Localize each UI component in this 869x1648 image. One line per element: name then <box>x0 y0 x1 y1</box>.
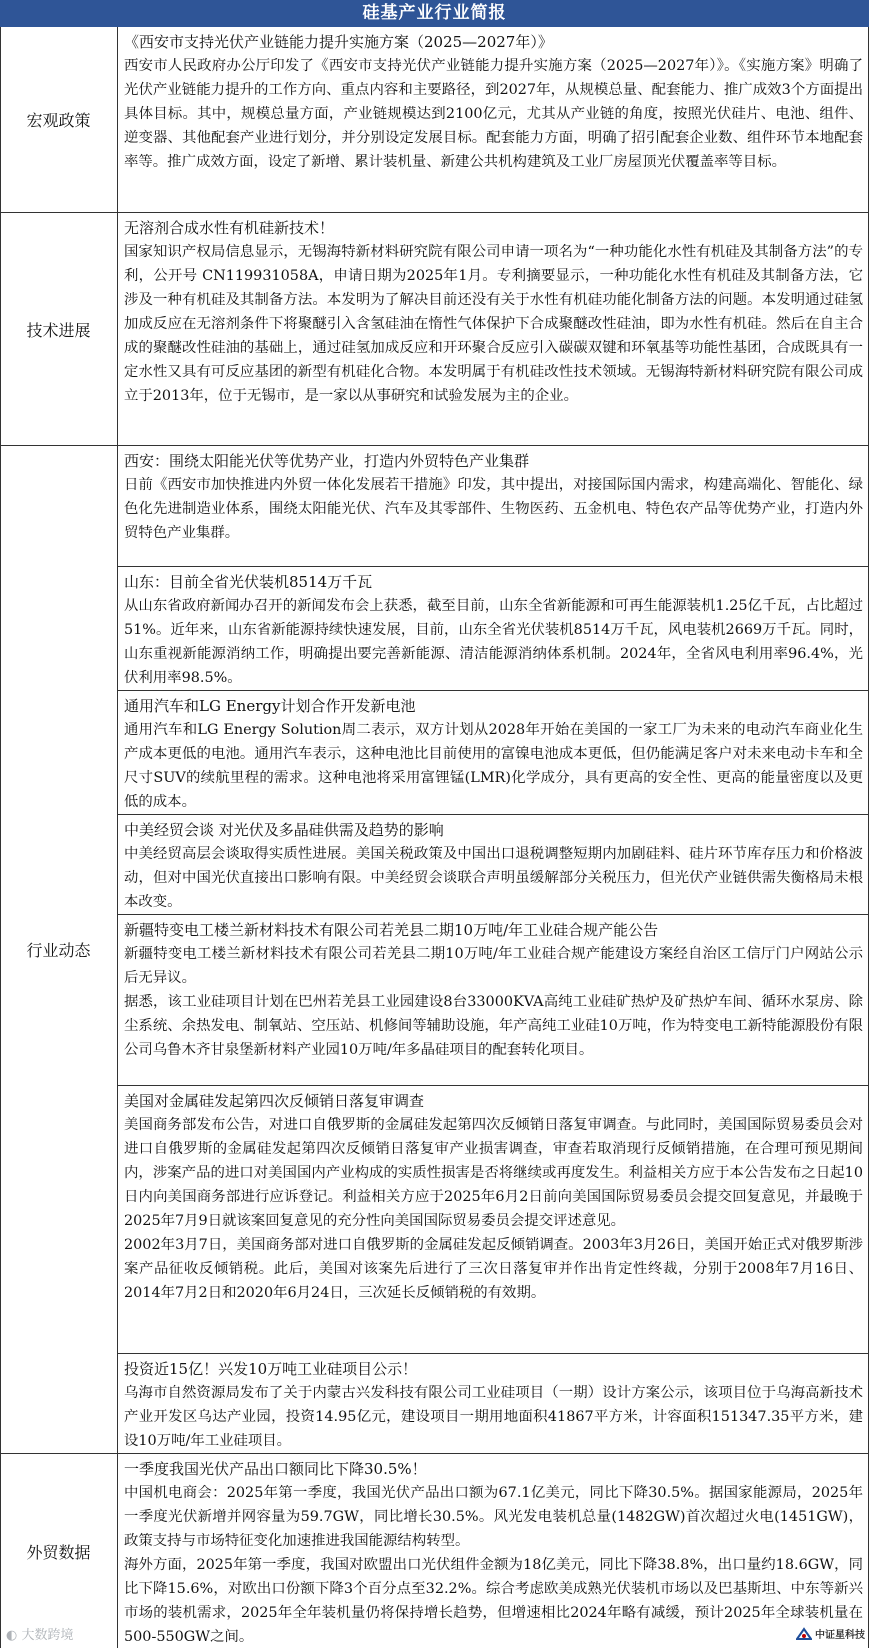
news-item-trade-1 <box>118 1454 869 1648</box>
news-body: 美国商务部发布公告，对进口自俄罗斯的金属硅发起第四次反倾销日落复审调查。与此同时，美国国际贸易委员会对进口自俄罗斯的金属硅发起第四次反倾销日落复审产业损害调查，审查若取消现行反倾销措施，在合理可预见期间内，涉案产品的进口对美国国内产业构成的实质性损害是否将继续或再度发生。利益相关方应于本公告发布之日起10日内向美国商务部进行应诉登记。利益相关方应于2025年6月2日前向美国国际贸易委员会提交回复意见，并最晚于2025年7月9日就该案回复意见的充分性向美国国际贸易委员会提交评述意见。 <box>124 1117 863 1229</box>
watermark-logo-icon: ◐ <box>6 1628 22 1643</box>
category-industry-news: 行业动态 <box>0 446 118 1454</box>
news-body: 西安市人民政府办公厅印发了《西安市支持光伏产业链能力提升实施方案（2025—2027年）》。《实施方案》明确了光伏产业链能力提升的工作方向、重点内容和主要路径，到2027年，从规模总量、配套能力、推广成效3个方面提出具体目标。其中，规模总量方面，产业链规模达到2100亿元，尤其从产业链的角度，按照光伏硅片、电池、组件、逆变器、其他配套产业进行划分，并分别设定发展目标。配套能力方面，明确了招引配套企业数、组件环节本地配套率等。推广成效方面，设定了新增、累计装机量、新建公共机构建筑及工业厂房屋顶光伏覆盖率等目标。 <box>124 58 863 170</box>
news-headline: 《西安市支持光伏产业链能力提升实施方案（2025—2027年）》 <box>124 33 553 51</box>
news-headline: 无溶剂合成水性有机硅新技术！ <box>124 219 335 237</box>
news-body: 中美经贸高层会谈取得实质性进展。美国关税政策及中国出口退税调整短期内加剧硅料、硅片环节库存压力和价格波动，但对中国光伏直接出口影响有限。中美经贸会谈联合声明虽缓解部分关税压力，但光伏产业链供需失衡格局未根本改变。 <box>124 846 863 910</box>
news-body: 通用汽车和LG Energy Solution周二表示，双方计划从2028年开始在美国的一家工厂为未来的电动汽车商业化生产成本更低的电池。通用汽车表示，这种电池比目前使用的富镍电池成本更低，但仍能满足客户对未来电动卡车和全尺寸SUV的续航里程的需求。这种电池将采用富锂锰(LMR)化学成分，具有更高的安全性、更高的能量密度以及更低的成本。 <box>124 722 863 810</box>
news-headline: 西安：围绕太阳能光伏等优势产业，打造内外贸特色产业集群 <box>124 452 530 470</box>
news-body: 乌海市自然资源局发布了关于内蒙古兴发科技有限公司工业硅项目（一期）设计方案公示，该项目位于乌海高新技术产业开发区乌达产业园，投资14.95亿元，建设项目一期用地面积41867平方米，计容面积151347.35平方米，建设10万吨/年工业硅项目。 <box>124 1385 863 1449</box>
news-body: 从山东省政府新闻办召开的新闻发布会上获悉，截至目前，山东全省新能源和可再生能源装机1.25亿千瓦，占比超过51%。近年来，山东省新能源持续快速发展，目前，山东全省光伏装机8514万千瓦，风电装机2669万千瓦。同时，山东重视新能源消纳工作，明确提出要完善新能源、清洁能源消纳体系机制。2024年，全省风电利用率96.4%，光伏利用率98.5%。 <box>124 598 863 686</box>
news-item-tech-1 <box>118 213 869 446</box>
news-item-industry-6 <box>118 1086 869 1354</box>
news-item-industry-1 <box>118 446 869 567</box>
news-body: 国家知识产权局信息显示，无锡海特新材料研究院有限公司申请一项名为“一种功能化水性有机硅及其制备方法”的专利，公开号 CN119931058A，申请日期为2025年1月。专利摘要显示，一种功能化水性有机硅及其制备方法，它涉及一种有机硅及其制备方法。本发明为了解决目前还没有关于水性有机硅功能化制备方法的问题。本发明通过硅氢加成反应在无溶剂条件下将聚醚引入含氢硅油在惰性气体保护下合成聚醚改性硅油，即为水性有机硅。然后在自主合成的聚醚改性硅油的基础上，通过硅氢加成反应和开环聚合反应引入碳碳双键和环氧基等功能性基团，合成既具有一定水性又具有可反应基团的新型有机硅化合物。本发明属于有机硅改性技术领域。无锡海特新材料研究院有限公司成立于2013年，位于无锡市，是一家以从事研究和试验发展为主的企业。 <box>124 244 863 404</box>
watermark-left <box>6 1624 74 1643</box>
news-item-industry-2 <box>118 567 869 691</box>
news-item-macro-1 <box>118 27 869 213</box>
report-title: 硅基产业行业简报 <box>0 0 869 27</box>
news-headline: 中美经贸会谈 对光伏及多晶硅供需及趋势的影响 <box>124 821 444 839</box>
category-macro-policy: 宏观政策 <box>0 27 118 213</box>
news-headline: 山东：目前全省光伏装机8514万千瓦 <box>124 573 373 591</box>
news-item-industry-4 <box>118 815 869 915</box>
news-item-industry-5 <box>118 915 869 1086</box>
news-body: 海外方面，2025年第一季度，我国对欧盟出口光伏组件金额为18亿美元，同比下降38.8%，出口量约18.6GW，同比下降15.6%，对欧出口份额下降3个百分点至32.2%。综合考虑欧美成熟光伏装机市场以及巴基斯坦、中东等新兴市场的装机需求，2025年全年装机量仍将保持增长趋势，但增速相比2024年略有减缓，预计2025年全球装机量在500-550GW之间。 <box>124 1557 863 1645</box>
news-headline: 通用汽车和LG Energy计划合作开发新电池 <box>124 697 416 715</box>
news-headline: 投资近15亿！兴发10万吨工业硅项目公示！ <box>124 1360 418 1378</box>
category-foreign-trade: 外贸数据 <box>0 1454 118 1648</box>
news-headline: 一季度我国光伏产品出口额同比下降30.5%！ <box>124 1460 427 1478</box>
watermark-right-text: 中证星科技 <box>815 1630 865 1641</box>
news-headline: 美国对金属硅发起第四次反倾销日落复审调查 <box>124 1092 425 1110</box>
company-logo-icon <box>796 1627 812 1641</box>
news-body: 据悉，该工业硅项目计划在巴州若羌县工业园建设8台33000KVA高纯工业硅矿热炉及矿热炉车间、循环水泵房、除尘系统、余热发电、制氧站、空压站、机修间等辅助设施，年产高纯工业硅10万吨，作为特变电工新特能源股份有限公司乌鲁木齐甘泉堡新材料产业园10万吨/年多晶硅项目的配套转化项目。 <box>124 994 863 1058</box>
news-body: 新疆特变电工楼兰新材料技术有限公司若羌县二期10万吨/年工业硅合规产能建设方案经自治区工信厅门户网站公示后无异议。 <box>124 946 863 986</box>
news-body: 日前《西安市加快推进内外贸一体化发展若干措施》印发，其中提出，对接国际国内需求，构建高端化、智能化、绿色化先进制造业体系，围绕太阳能光伏、汽车及其零部件、生物医药、五金机电、特色农产品等优势产业，打造内外贸特色产业集群。 <box>124 477 863 541</box>
news-item-industry-7 <box>118 1354 869 1454</box>
news-body: 2002年3月7日，美国商务部对进口自俄罗斯的金属硅发起反倾销调查。2003年3月26日，美国开始正式对俄罗斯涉案产品征收反倾销税。此后，美国对该案先后进行了三次日落复审并作出肯定性终裁，分别于2008年7月16日、2014年7月2日和2020年6月24日，三次延长反倾销税的有效期。 <box>124 1237 864 1301</box>
category-tech-progress: 技术进展 <box>0 213 118 446</box>
watermark-left-text: 大数跨境 <box>21 1628 74 1643</box>
watermark-right <box>796 1626 865 1641</box>
news-body: 中国机电商会：2025年第一季度，我国光伏产品出口额为67.1亿美元，同比下降30.5%。据国家能源局，2025年一季度光伏新增并网容量为59.7GW，同比增长30.5%。风光发电装机总量(1482GW)首次超过火电(1451GW)，政策支持与市场特征变化加速推进我国能源结构转型。 <box>124 1485 863 1549</box>
news-item-industry-3 <box>118 691 869 815</box>
news-headline: 新疆特变电工楼兰新材料技术有限公司若羌县二期10万吨/年工业硅合规产能公告 <box>124 921 659 939</box>
